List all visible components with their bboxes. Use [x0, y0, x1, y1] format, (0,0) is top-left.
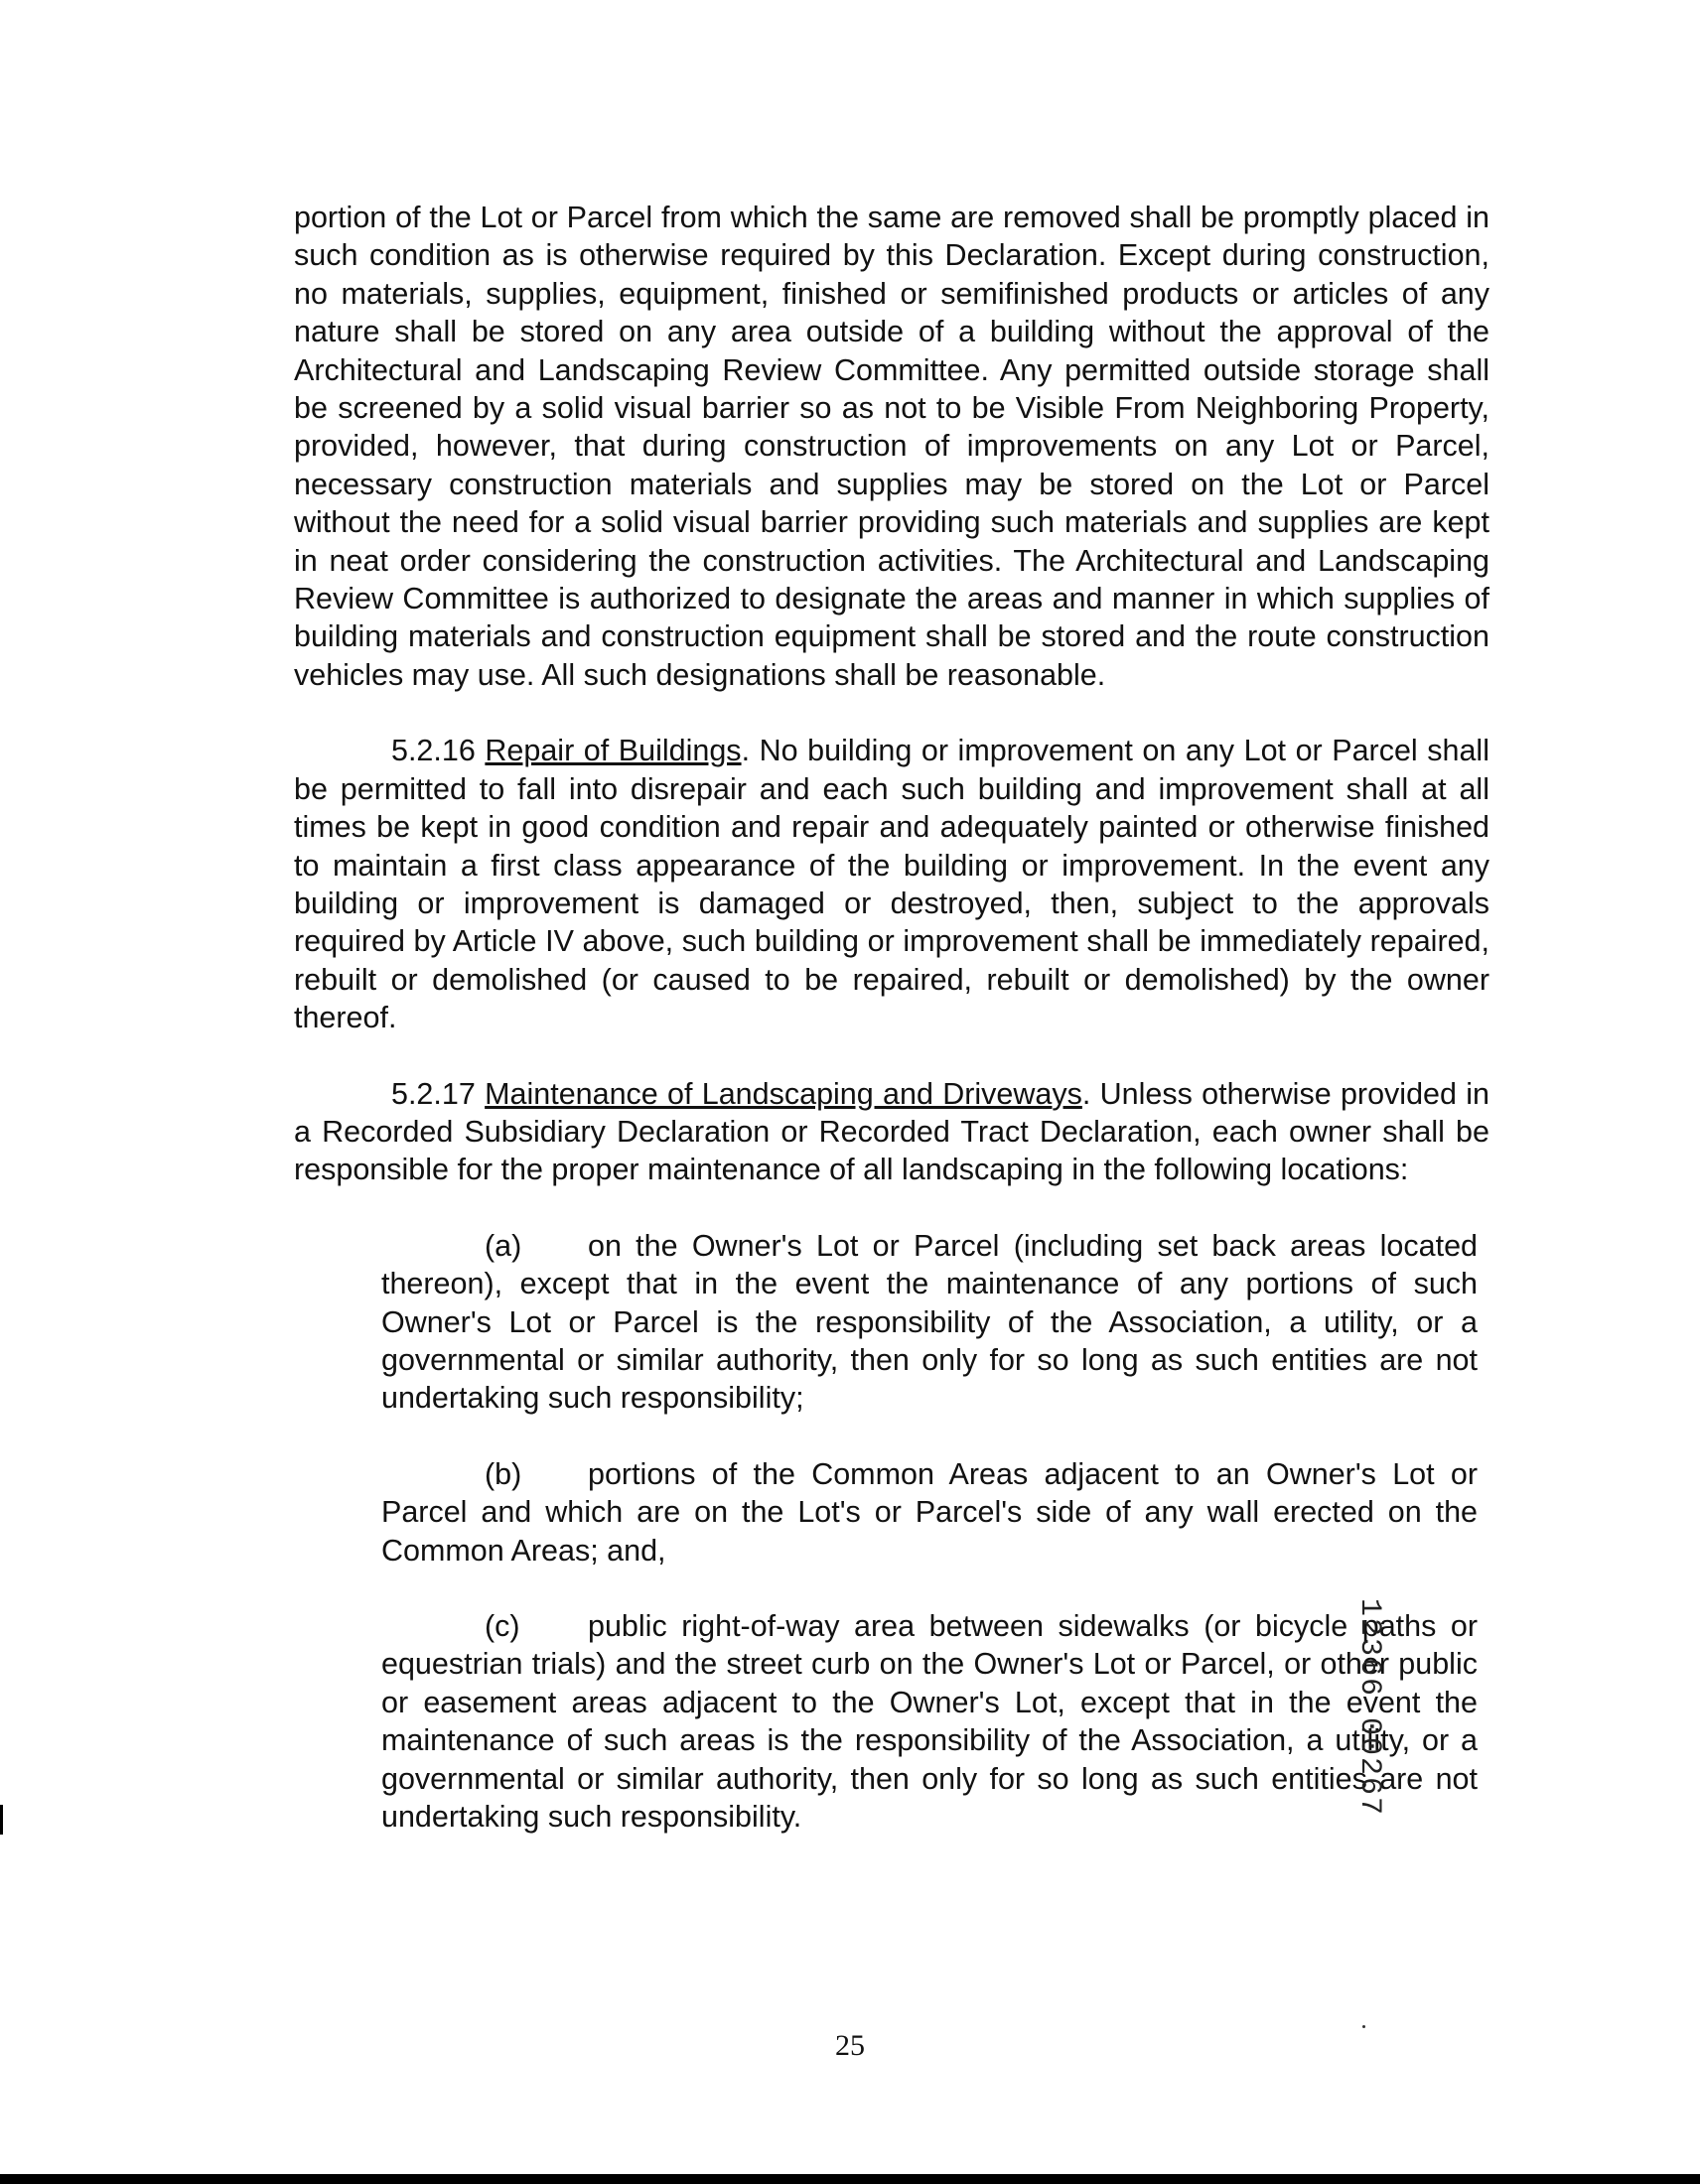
heading-punct: . — [741, 734, 751, 768]
sub-item-list — [381, 1227, 1478, 1837]
section-heading: Repair of Buildings — [485, 734, 742, 768]
sub-item-label: (b) — [485, 1456, 522, 1491]
body-text — [294, 199, 1489, 1836]
sub-item-text: public right-of-way area between sidewalks (or bicycle paths or equestrian trials) and the street curb on the Owner's Lot or Parcel, or other public or easement areas adjacent to the Owner's Lot, except that in the event the maintenance of such areas is the responsibility of the Association, a utility, or a governmental or similar authority, then only for so long as such entities are not undertaking such responsibility. — [381, 1609, 1478, 1835]
sub-item-label: (a) — [485, 1228, 522, 1263]
sub-item-text: on the Owner's Lot or Parcel (including set back areas located thereon), except that in the event the maintenance of any portions of such Owner's Lot or Parcel is the responsibility of the Association, a utility, or a governmental or similar authority, then only for so long as such entities are not undertaking such responsibility; — [381, 1228, 1478, 1416]
scan-edge-mark — [0, 1805, 3, 1835]
section-number: 5.2.16 — [391, 734, 476, 768]
paragraph-spacer — [381, 1418, 1478, 1455]
paragraph-spacer — [294, 1037, 1489, 1075]
paragraph-spacer — [381, 1570, 1478, 1607]
section-text: No building or improvement on any Lot or Parcel shall be permitted to fall into disrepair and each such building and improvement shall at all times be kept in good condition and repair and adequately painted or otherwise finished to maintain a first class appearance of the building or improvement. In the event any building or improvement is damaged or destroyed, then, subject to the approvals required by Article IV above, such building or improvement shall be immediately repaired, rebuilt or demolished (or caused to be repaired, rebuilt or demolished) by the owner thereof. — [294, 734, 1489, 1035]
paragraph-spacer — [294, 1189, 1489, 1227]
sub-item-c — [381, 1607, 1478, 1836]
section-5-2-17 — [294, 1075, 1489, 1189]
sub-item-label: (c) — [485, 1609, 520, 1643]
section-heading: Maintenance of Landscaping and Driveways — [485, 1076, 1082, 1111]
continuation-paragraph: portion of the Lot or Parcel from which the same are removed shall be promptly placed in such condition as is otherwise required by this Declaration. Except during construction, no materials, supplies, equipment, finished or semifinished products or articles of any nature shall be stored on any area outside of a building without the approval of the Architectural and Landscaping Review Committee. Any permitted outside storage shall be screened by a solid visual barrier so as not to be Visible From Neighboring Property, provided, however, that during construction of improvements on any Lot or Parcel, necessary construction materials and supplies may be stored on the Lot or Parcel without the need for a solid visual barrier providing such materials and supplies are kept in neat order considering the construction activities. The Architectural and Landscaping Review Committee is authorized to designate the areas and manner in which supplies of building materials and construction equipment shall be stored and the route construction vehicles may use. All such designations shall be reasonable. — [294, 201, 1489, 692]
scan-speck — [1362, 2025, 1365, 2028]
section-5-2-16 — [294, 732, 1489, 1036]
sub-item-text: portions of the Common Areas adjacent to an Owner's Lot or Parcel and which are on the Lot's or Parcel's side of any wall erected on the Common Areas; and, — [381, 1456, 1478, 1568]
section-number: 5.2.17 — [391, 1076, 476, 1111]
recording-stamp — [1346, 1598, 1386, 1817]
sub-item-b — [381, 1455, 1478, 1570]
sub-item-a — [381, 1227, 1478, 1418]
section-text: Unless otherwise provided in a Recorded Subsidiary Declaration or Recorded Tract Declaration, each owner shall be responsible for the proper maintenance of all landscaping in the following locations: — [294, 1076, 1489, 1187]
scan-bottom-border — [0, 2174, 1700, 2184]
heading-punct: . — [1081, 1076, 1091, 1111]
paragraph-spacer — [294, 694, 1489, 732]
page-number: 25 — [835, 2029, 865, 2062]
stamp-text: 12366 00267 — [1352, 1598, 1386, 1818]
